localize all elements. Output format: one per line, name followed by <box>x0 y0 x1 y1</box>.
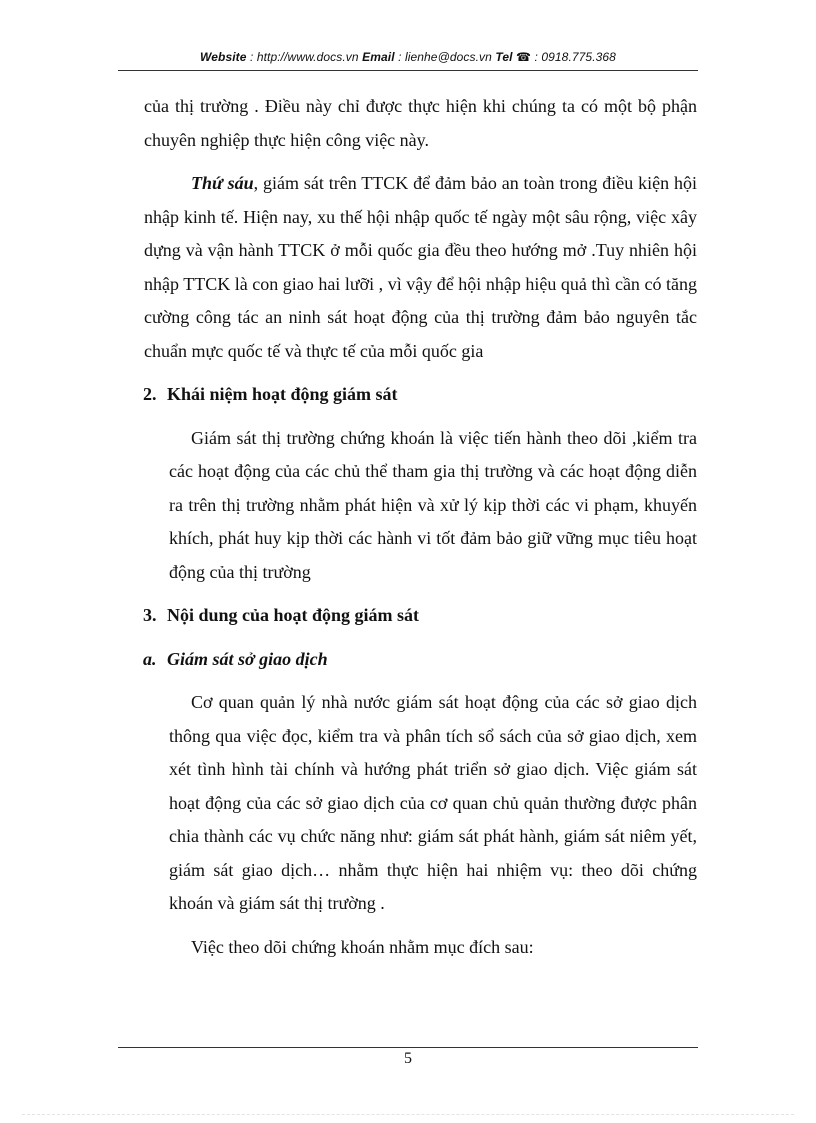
paragraph-lead-term: Thứ sáu <box>191 173 254 193</box>
website-value: : http://www.docs.vn <box>246 50 363 64</box>
paragraph-thu-sau-text: , giám sát trên TTCK để đảm bảo an toàn trong điều kiện hội nhập kinh tế. Hiện nay, xu thế hội nhập quốc tế ngày một sâu rộng, việc xây dựng và vận hành TTCK ở mỗi quốc gia đều theo hướng mở .Tuy nhiên hội nhập TTCK là con giao hai lưỡi , vì vậy để hội nhập hiệu quả thì cần có tăng cường công tác an ninh sát hoạt động của thị trường đảm bảo nguyên tắc chuẩn mực quốc tế và thực tế của mỗi quốc gia <box>144 173 697 361</box>
page-number: 5 <box>404 1050 412 1067</box>
subsection-heading-a <box>143 643 697 677</box>
document-body <box>144 90 697 964</box>
subsection-title: Giám sát sở giao dịch <box>167 648 328 669</box>
paragraph-purpose: Việc theo dõi chứng khoán nhằm mục đích sau: <box>191 936 534 957</box>
paragraph-definition: Giám sát thị trường chứng khoán là việc tiến hành theo dõi ,kiểm tra các hoạt động của các chủ thể tham gia thị trường và các hoạt động diễn ra trên thị trường nhằm phát hiện và xử lý kịp thời các vi phạm, khuyến khích, phát huy kịp thời các hành vi tốt đảm bảo giữ vững mục tiêu hoạt động của thị trường <box>169 427 697 582</box>
website-label: Website <box>200 50 247 64</box>
paragraph-supervision: Cơ quan quản lý nhà nước giám sát hoạt động của các sở giao dịch thông qua việc đọc, kiểm tra và phân tích sổ sách của sở giao dịch, xem xét tình hình tài chính và hướng phát triển sở giao dịch. Việc giám sát hoạt động của các sở giao dịch của cơ quan chủ quản thường được phân chia thành các vụ chức năng như: giám sát phát hành, giám sát niêm yết, giám sát giao dịch… nhằm thực hiện hai nhiệm vụ: theo dõi chứng khoán và giám sát thị trường . <box>169 692 697 913</box>
footer-rule <box>118 1047 698 1048</box>
page-header <box>118 50 698 64</box>
section-title: Khái niệm hoạt động giám sát <box>167 384 398 404</box>
section-number: 3. <box>143 605 157 625</box>
header-rule <box>118 70 698 71</box>
section-number: 2. <box>143 384 157 404</box>
email-label: Email <box>362 50 395 64</box>
subsection-a-content <box>144 686 697 964</box>
tel-value: : 0918.775.368 <box>531 50 616 64</box>
section-2-content <box>144 422 697 590</box>
paragraph-thu-sau <box>144 167 697 368</box>
tel-label: Tel <box>495 50 513 64</box>
phone-icon: ☎ <box>515 50 532 64</box>
section-heading-3 <box>143 599 697 633</box>
section-heading-2 <box>143 378 697 412</box>
section-title: Nội dung của hoạt động giám sát <box>167 605 420 625</box>
email-value: : lienhe@docs.vn <box>394 50 496 64</box>
subsection-letter: a. <box>143 648 157 669</box>
paragraph-continuation: của thị trường . Điều này chỉ được thực hiện khi chúng ta có một bộ phận chuyên nghiệp thực hiện công việc này. <box>144 96 697 150</box>
page-edge <box>22 1114 794 1115</box>
